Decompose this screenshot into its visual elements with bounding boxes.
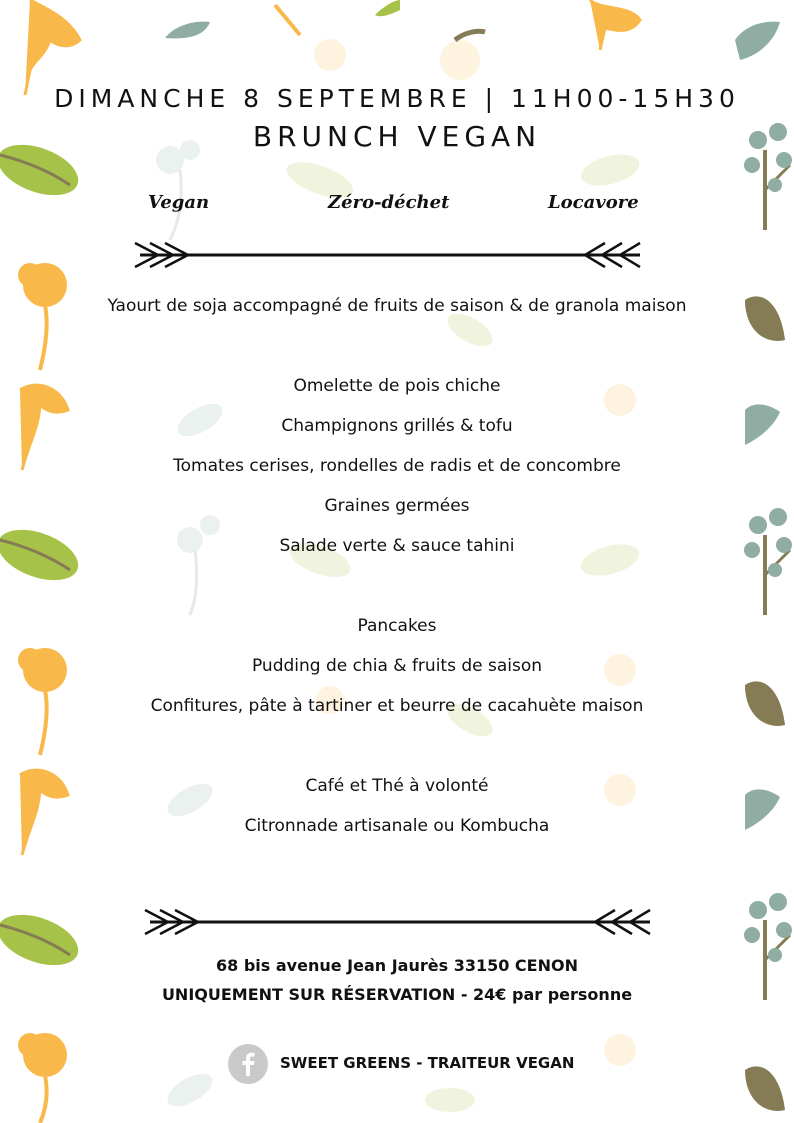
arrow-divider-bottom (0, 899, 794, 943)
address: 68 bis avenue Jean Jaurès 33150 CENON (216, 956, 578, 975)
tag-locavore: Locavore (548, 192, 639, 213)
menu-item-yaourt: Yaourt de soja accompagné de fruits de saison & de granola maison (107, 296, 687, 316)
menu-item-graines: Graines germées (324, 496, 470, 516)
menu-item-confitures: Confitures, pâte à tartiner et beurre de cacahuète maison (150, 696, 644, 716)
social-page-name[interactable]: SWEET GREENS - TRAITEUR VEGAN (280, 1054, 575, 1072)
menu-item-salade: Salade verte & sauce tahini (279, 536, 515, 556)
arrow-divider-top (0, 232, 794, 276)
menu-item-tomates: Tomates cerises, rondelles de radis et de concombre (173, 456, 621, 476)
menu-item-pudding: Pudding de chia & fruits de saison (251, 656, 543, 676)
tag-vegan: Vegan (148, 192, 210, 213)
event-date-time: DIMANCHE 8 SEPTEMBRE | 11H00-15H30 (54, 84, 740, 113)
menu-item-pancakes: Pancakes (357, 616, 437, 636)
reservation-price: UNIQUEMENT SUR RÉSERVATION - 24€ par personne (161, 985, 633, 1004)
menu-item-cafe: Café et Thé à volonté (305, 776, 489, 796)
page-title: BRUNCH VEGAN (252, 120, 542, 153)
tag-zero-dechet: Zéro-déchet (328, 192, 450, 213)
menu-item-citronnade: Citronnade artisanale ou Kombucha (244, 816, 550, 836)
menu-item-omelette: Omelette de pois chiche (293, 376, 501, 396)
facebook-icon[interactable] (228, 1044, 268, 1084)
menu-item-champignons: Champignons grillés & tofu (281, 416, 513, 436)
